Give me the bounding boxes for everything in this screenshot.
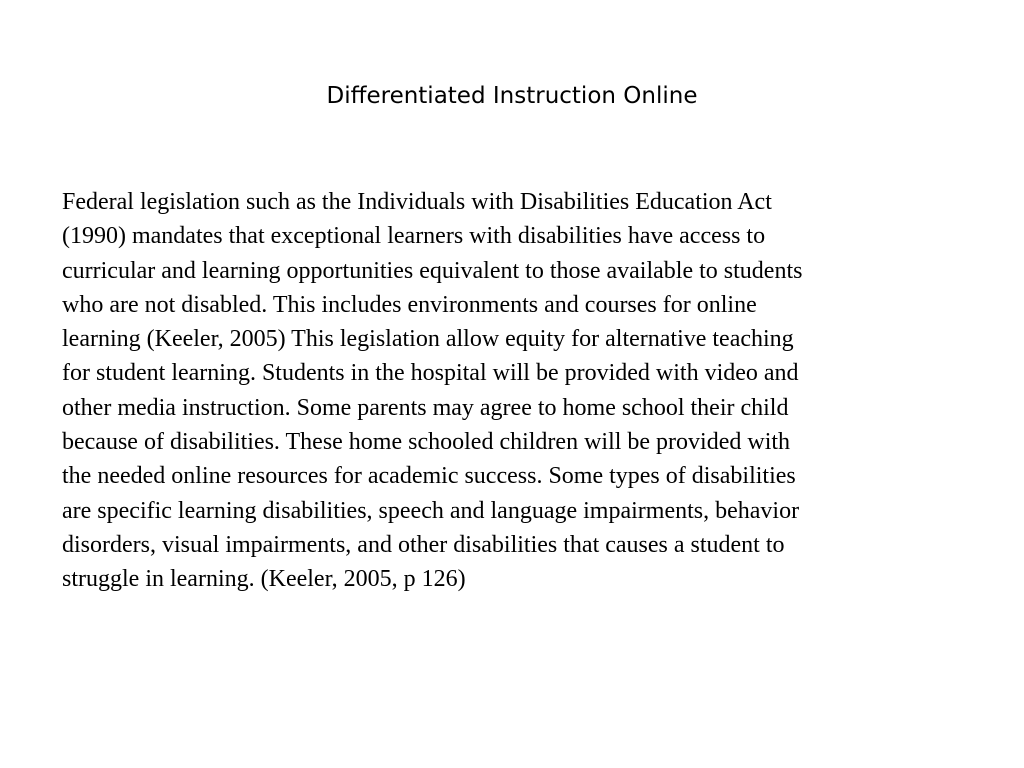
slide-title: Differentiated Instruction Online: [326, 83, 698, 109]
slide-body-text: Federal legislation such as the Individuals with Disabilities Education Act (1990) mandates that exceptional learners with disabilities have access to curricular and learning opportunities equivalent to those available to students who are not disabled. This includes environments and courses for online learning (Keeler, 2005) This legislation allow equity for alternative teaching for student learning. Students in the hospital will be provided with video and other media instruction. Some parents may agree to home school their child because of disabilities. These home schooled children will be provided with the needed online resources for academic success. Some types of disabilities are specific learning disabilities, speech and language impairments, behavior disorders, visual impairments, and other disabilities that causes a student to struggle in learning. (Keeler, 2005, p 126): [62, 189, 803, 593]
